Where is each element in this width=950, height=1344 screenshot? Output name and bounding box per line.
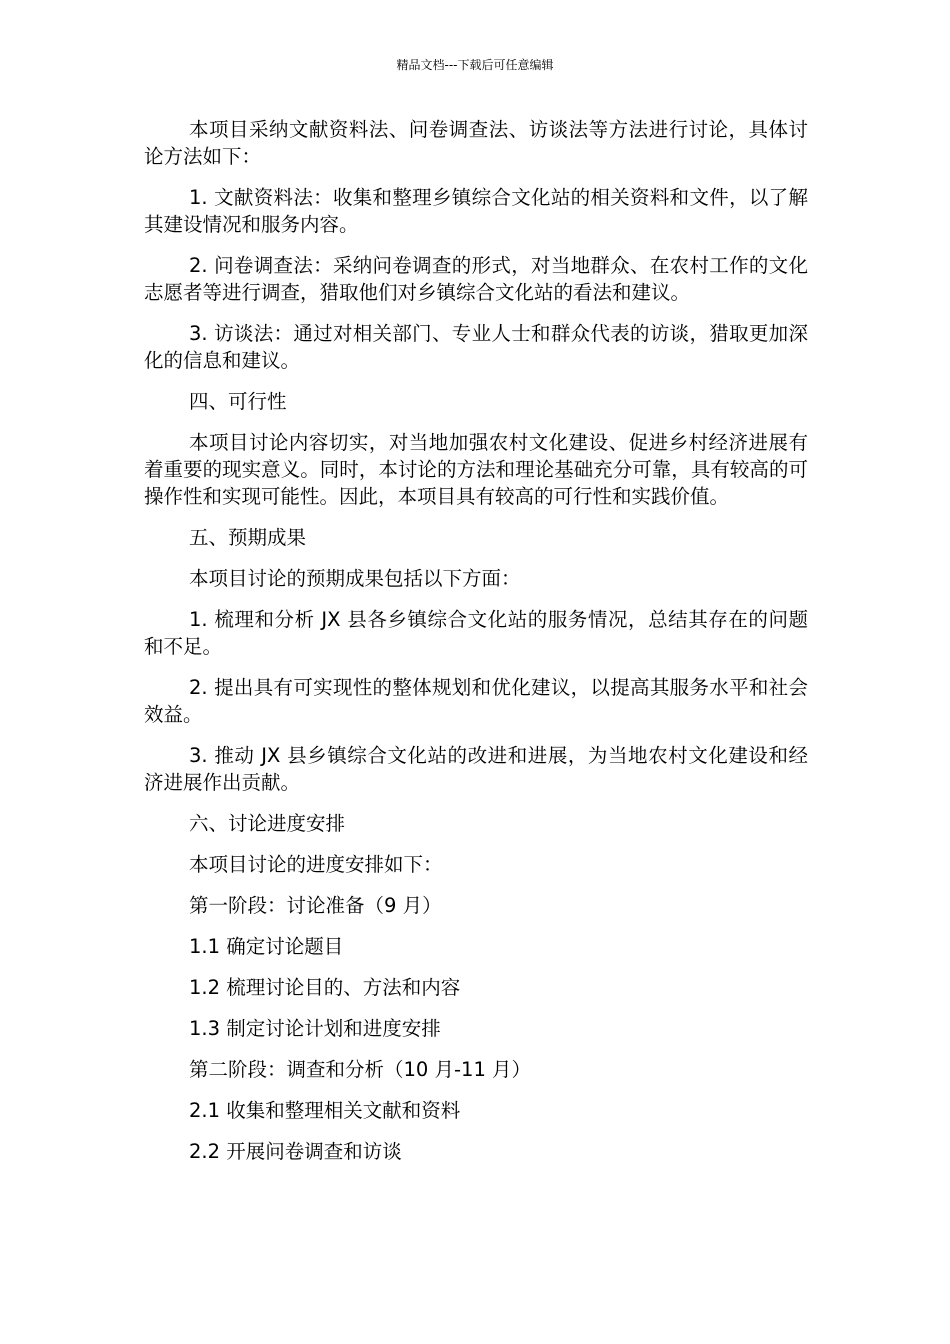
page-header: 精品文档---下载后可任意编辑 (396, 58, 554, 72)
method-literature-paragraph: 1. 文献资料法：收集和整理乡镇综合文化站的相关资料和文件，以了解其建设情况和服务内容。 (144, 186, 808, 236)
expected-result-item-1: 1. 梳理和分析 JX 县各乡镇综合文化站的服务情况，总结其存在的问题和不足。 (144, 608, 808, 658)
schedule-item-2-1: 2.1 收集和整理相关文献和资料 (189, 1099, 461, 1122)
schedule-item-1-3: 1.3 制定讨论计划和进度安排 (189, 1017, 441, 1040)
intro-paragraph: 本项目采纳文献资料法、问卷调查法、访谈法等方法进行讨论，具体讨论方法如下： (144, 118, 808, 168)
schedule-item-1-1: 1.1 确定讨论题目 (189, 935, 344, 958)
expected-result-item-2: 2. 提出具有可实现性的整体规划和优化建议，以提高其服务水平和社会效益。 (144, 676, 808, 726)
method-questionnaire-paragraph: 2. 问卷调查法：采纳问卷调查的形式，对当地群众、在农村工作的文化志愿者等进行调查，猎取他们对乡镇综合文化站的看法和建议。 (144, 254, 808, 304)
feasibility-paragraph: 本项目讨论内容切实，对当地加强农村文化建设、促进乡村经济进展有着重要的现实意义。同时，本讨论的方法和理论基础充分可靠，具有较高的可操作性和实现可能性。因此，本项目具有较高的可行性和实践价值。 (144, 431, 808, 508)
method-interview-paragraph: 3. 访谈法：通过对相关部门、专业人士和群众代表的访谈，猎取更加深化的信息和建议。 (144, 322, 808, 372)
document-body (144, 116, 808, 1179)
schedule-intro: 本项目讨论的进度安排如下： (189, 853, 443, 876)
schedule-phase-2: 第二阶段：调查和分析（10 月-11 月） (189, 1058, 532, 1081)
section-heading-expected-results: 五、预期成果 (189, 526, 307, 549)
section-heading-schedule: 六、讨论进度安排 (189, 812, 346, 835)
schedule-item-2-2: 2.2 开展问卷调查和访谈 (189, 1140, 402, 1163)
expected-results-intro: 本项目讨论的预期成果包括以下方面： (189, 567, 521, 590)
schedule-item-1-2: 1.2 梳理讨论目的、方法和内容 (189, 976, 461, 999)
schedule-phase-1: 第一阶段：讨论准备（9 月） (189, 894, 442, 917)
expected-result-item-3: 3. 推动 JX 县乡镇综合文化站的改进和进展，为当地农村文化建设和经济进展作出贡献。 (144, 744, 808, 794)
section-heading-feasibility: 四、可行性 (189, 390, 287, 413)
